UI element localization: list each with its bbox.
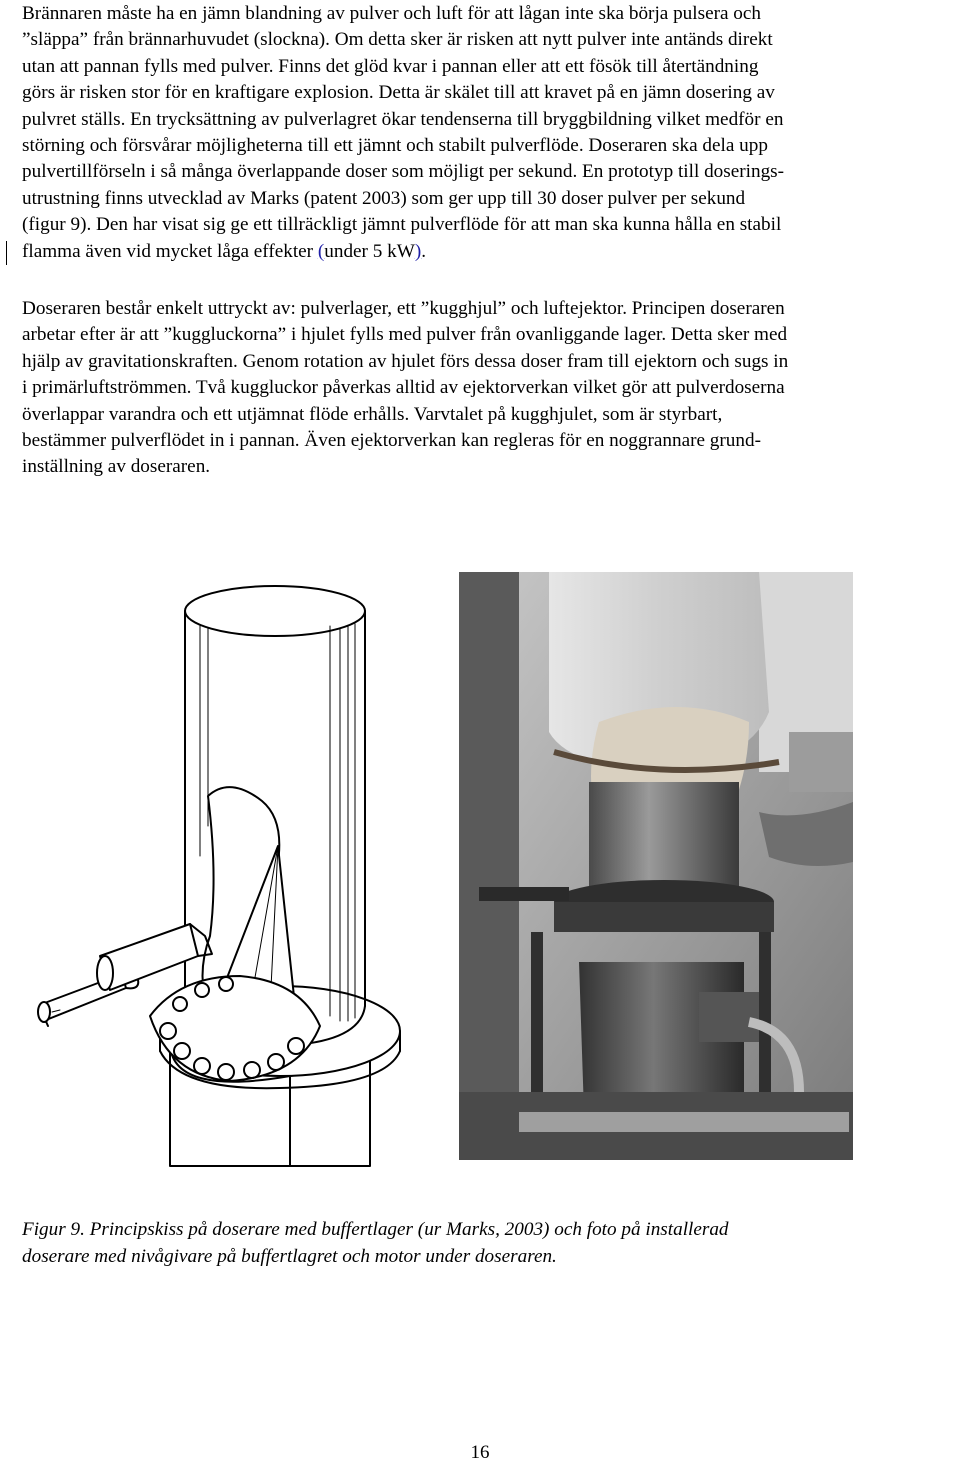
- paragraph-doser-requirements: [22, 1, 952, 265]
- text-line: pulvret ställs. En trycksättning av pulverlagret ökar tendenserna till bryggbildning vilket medför en: [22, 108, 784, 130]
- installed-doser-photo: [459, 572, 853, 1160]
- tracked-change-close-paren: ): [414, 240, 422, 262]
- text-fragment: flamma även vid mycket låga effekter: [22, 240, 318, 262]
- text-line: störning och försvårar möjligheterna till ett jämnt och stabilt pulverflöde. Doseraren ska dela upp: [22, 135, 768, 157]
- text-fragment: .: [421, 240, 427, 262]
- text-line: ”släppa” från brännarhuvudet (slockna). Om detta sker är risken att nytt pulver inte antänds direkt: [22, 29, 773, 51]
- text-line: görs är risken stor för en kraftigare explosion. Detta är skälet till att kravet på en jämn dosering av: [22, 82, 775, 104]
- tracked-change-open-paren: (: [317, 240, 325, 262]
- text-line: inställning av doseraren.: [22, 456, 211, 478]
- text-line: utan att pannan fylls med pulver. Finns det glöd kvar i pannan eller att ett fösök till återtändning: [22, 55, 759, 77]
- revision-change-bar: [6, 241, 7, 265]
- text-line: (figur 9). Den har visat sig ge ett tillräckligt jämnt pulverflöde för att man ska kunna hålla en stabil: [22, 214, 782, 236]
- text-line: i primärluftströmmen. Två kuggluckor påverkas alltid av ejektorverkan vilket gör att pulverdoserna: [22, 377, 785, 399]
- doser-schematic-drawing: [30, 576, 430, 1176]
- page-number: 16: [470, 1442, 490, 1463]
- text-line: utrustning finns utvecklad av Marks (patent 2003) som ger upp till 30 doser pulver per sekund: [22, 187, 746, 209]
- caption-text-line: doserare med nivågivare på buffertlagret och motor under doseraren.: [22, 1246, 557, 1267]
- text-line: pulvertillförseln i så många överlappande doser som möjligt per sekund. En prototyp till doserings-: [22, 161, 785, 183]
- text-line: arbetar efter är att ”kuggluckorna” i hjulet fylls med pulver från ovanliggande lager. Detta sker med: [22, 324, 788, 346]
- text-line: Brännaren måste ha en jämn blandning av pulver och luft för att lågan inte ska börja pulsera och: [22, 3, 761, 24]
- figure-caption: [22, 1216, 952, 1270]
- text-line: Doseraren består enkelt uttryckt av: pulverlager, ett ”kugghjul” och luftejektor. Principen doseraren: [22, 298, 785, 319]
- caption-text-line: . Principskiss på doserare med buffertlager (ur Marks, 2003) och foto på installerad: [80, 1219, 729, 1240]
- figure-label: Figur 9: [22, 1219, 81, 1240]
- text-fragment: under 5 kW: [324, 240, 415, 262]
- text-line-last: [22, 239, 952, 265]
- paragraph-doser-description: [22, 296, 952, 481]
- text-line: hjälp av gravitationskraften. Genom rotation av hjulet förs dessa doser fram till ejektorn och sugs in: [22, 350, 789, 372]
- text-line: bestämmer pulverflödet in i pannan. Även ejektorverkan kan regleras för en noggrannare grund-: [22, 430, 761, 452]
- text-line: överlappar varandra och ett utjämnat flöde erhålls. Varvtalet på kugghjulet, som är styrbart,: [22, 403, 723, 425]
